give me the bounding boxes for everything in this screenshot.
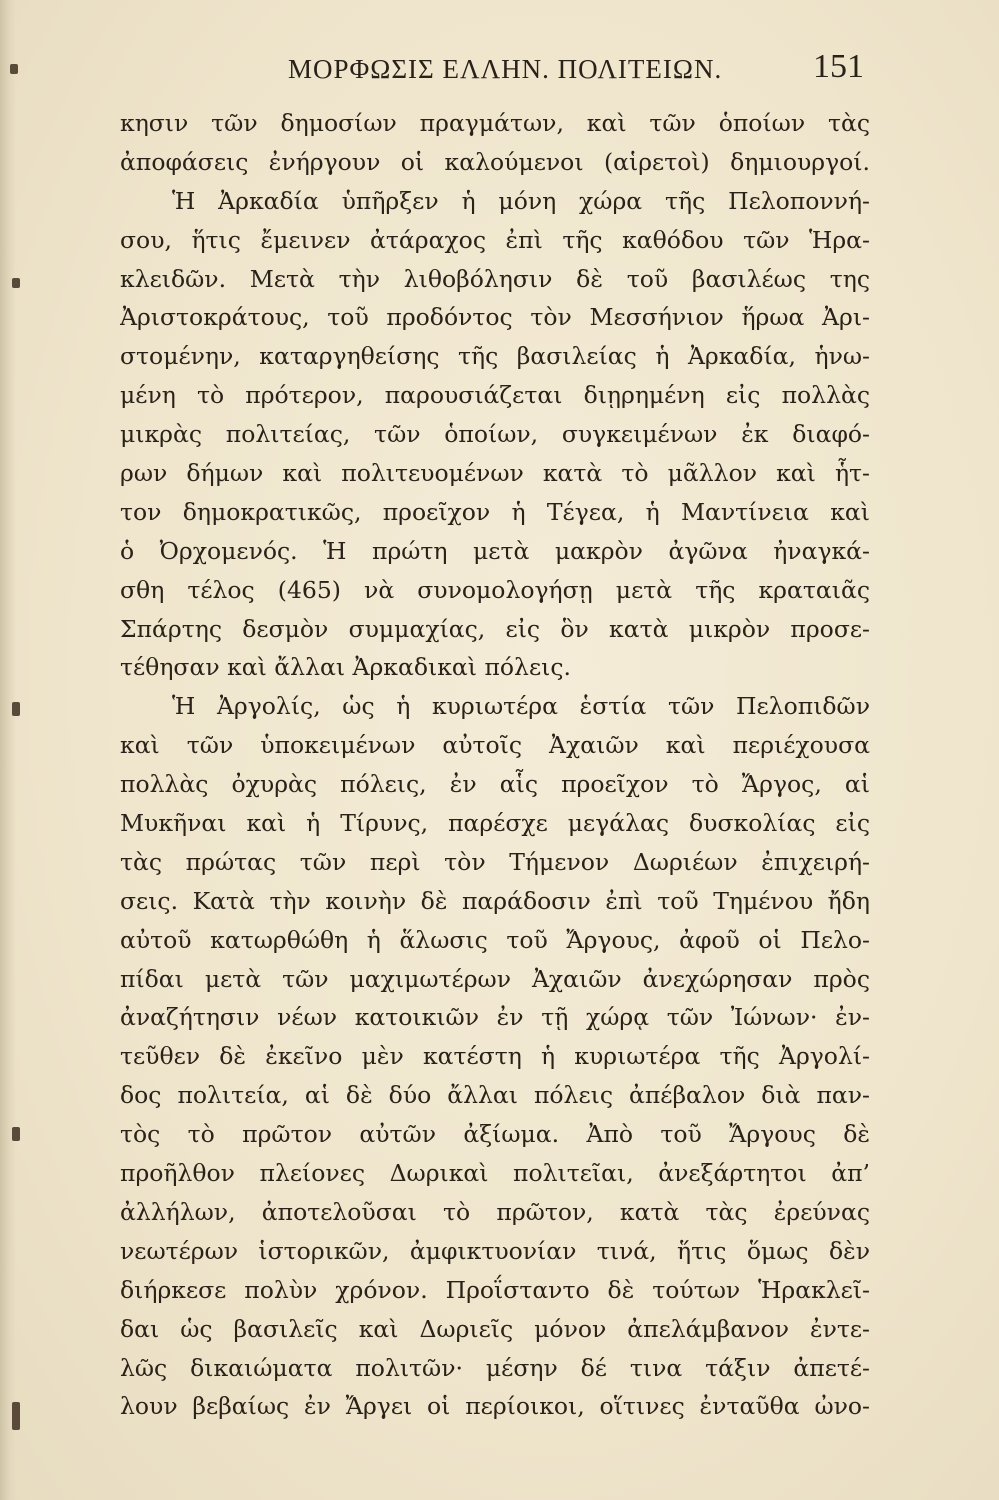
running-title: ΜΟΡΦΩΣΙΣ ΕΛΛΗΝ. ΠΟΛΙΤΕΙΩΝ. — [288, 54, 723, 84]
text-line: πολλὰς ὀχυρὰς πόλεις, ἐν αἷς προεῖχον τὸ Ἄργος, αἱ — [120, 770, 870, 799]
text-line: Ἡ Ἀρκαδία ὑπῆρξεν ἡ μόνη χώρα τῆς Πελοποννή- — [172, 186, 870, 215]
text-line: αὐτοῦ κατωρθώθη ἡ ἅλωσις τοῦ Ἄργους, ἀφοῦ οἱ Πελο- — [120, 925, 870, 954]
text-line: καὶ τῶν ὑποκειμένων αὐτοῖς Ἀχαιῶν καὶ περιέχουσα — [120, 731, 870, 760]
text-line: μένη τὸ πρότερον, παρουσιάζεται διῃρημένη εἰς πολλὰς — [120, 381, 870, 410]
text-line: προῆλθον πλείονες Δωρικαὶ πολιτεῖαι, ἀνεξάρτητοι ἀπ’ — [120, 1159, 870, 1188]
running-header — [120, 48, 870, 98]
text-line: λουν βεβαίως ἐν Ἄργει οἱ περίοικοι, οἵτινες ἐνταῦθα ὠνο- — [120, 1392, 870, 1421]
text-line: ρων δήμων καὶ πολιτευομένων κατὰ τὸ μᾶλλον καὶ ἧτ- — [120, 459, 870, 488]
text-line: Ἀριστοκράτους, τοῦ προδόντος τὸν Μεσσήνιον ἥρωα Ἀρι- — [120, 303, 870, 332]
text-line: τὸς τὸ πρῶτον αὐτῶν ἀξίωμα. Ἀπὸ τοῦ Ἄργους δὲ — [120, 1120, 870, 1149]
page-number: 151 — [813, 48, 864, 85]
text-line: ἀποφάσεις ἐνήργουν οἱ καλούμενοι (αἱρετοὶ) δημιουργοί. — [120, 147, 870, 176]
text-line: σου, ἥτις ἔμεινεν ἀτάραχος ἐπὶ τῆς καθόδου τῶν Ἡρα- — [120, 225, 870, 254]
text-line: Σπάρτης δεσμὸν συμμαχίας, εἰς ὃν κατὰ μικρὸν προσε- — [120, 614, 870, 643]
margin-mark — [12, 1127, 20, 1141]
binding-edge — [0, 0, 16, 1500]
text-line: διήρκεσε πολὺν χρόνον. Προΐσταντο δὲ τούτων Ἡρακλεῖ- — [120, 1275, 870, 1304]
text-line: Ἡ Ἀργολίς, ὡς ἡ κυριωτέρα ἑστία τῶν Πελοπιδῶν — [172, 692, 870, 721]
text-line: λῶς δικαιώματα πολιτῶν· μέσην δέ τινα τάξιν ἀπετέ- — [120, 1353, 870, 1382]
margin-mark — [12, 278, 20, 288]
text-line: σθη τέλος (465) νὰ συνομολογήσῃ μετὰ τῆς κραταιᾶς — [120, 575, 870, 604]
text-line: στομένην, καταργηθείσης τῆς βασιλείας ἡ Ἀρκαδία, ἡνω- — [120, 342, 870, 371]
text-line: δος πολιτεία, αἱ δὲ δύο ἄλλαι πόλεις ἀπέβαλον διὰ παν- — [120, 1081, 870, 1110]
text-line: τεῦθεν δὲ ἐκεῖνο μὲν κατέστη ἡ κυριωτέρα τῆς Ἀργολί- — [120, 1042, 870, 1071]
text-line: μικρὰς πολιτείας, τῶν ὁποίων, συγκειμένων ἐκ διαφό- — [120, 420, 870, 449]
text-line: νεωτέρων ἱστορικῶν, ἀμφικτυονίαν τινά, ἥτις ὅμως δὲν — [120, 1236, 870, 1265]
text-line: ἀλλήλων, ἀποτελοῦσαι τὸ πρῶτον, κατὰ τὰς ἐρεύνας — [120, 1197, 870, 1226]
text-line: πίδαι μετὰ τῶν μαχιμωτέρων Ἀχαιῶν ἀνεχώρησαν πρὸς — [120, 964, 870, 993]
margin-mark — [10, 64, 18, 74]
text-line: κησιν τῶν δημοσίων πραγμάτων, καὶ τῶν ὁποίων τὰς — [120, 109, 870, 137]
body-text — [120, 104, 870, 1426]
text-line: σεις. Κατὰ τὴν κοινὴν δὲ παράδοσιν ἐπὶ τοῦ Τημένου ἤδη — [120, 886, 870, 915]
text-line: τὰς πρώτας τῶν περὶ τὸν Τήμενον Δωριέων ἐπιχειρή- — [120, 847, 870, 876]
text-line: ὁ Ὀρχομενός. Ἡ πρώτη μετὰ μακρὸν ἀγῶνα ἠναγκά- — [120, 536, 870, 565]
text-line: τέθησαν καὶ ἄλλαι Ἀρκαδικαὶ πόλεις. — [120, 653, 571, 682]
text-line: Μυκῆναι καὶ ἡ Τίρυνς, παρέσχε μεγάλας δυσκολίας εἰς — [120, 809, 870, 838]
text-line: τον δημοκρατικῶς, προεῖχον ἡ Τέγεα, ἡ Μαντίνεια καὶ — [120, 497, 870, 526]
text-line: ἀναζήτησιν νέων κατοικιῶν ἐν τῇ χώρᾳ τῶν Ἰώνων· ἐν- — [120, 1003, 870, 1032]
margin-mark — [12, 1402, 20, 1430]
text-line: κλειδῶν. Μετὰ τὴν λιθοβόλησιν δὲ τοῦ βασιλέως της — [120, 264, 870, 293]
margin-mark — [12, 702, 20, 716]
text-line: δαι ὡς βασιλεῖς καὶ Δωριεῖς μόνον ἀπελάμβανον ἐντε- — [120, 1314, 870, 1343]
